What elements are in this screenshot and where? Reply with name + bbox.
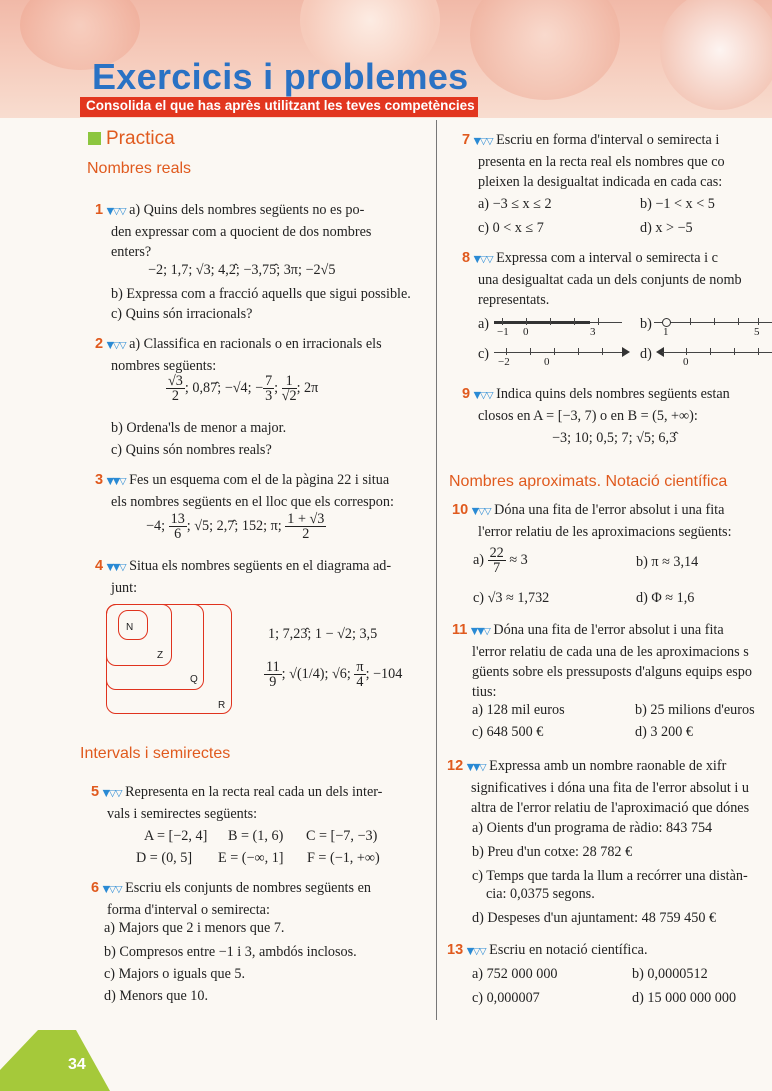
- exercise-text: closos en A = [−3, 7) o en B = (5, +∞):: [478, 408, 698, 424]
- exercise-10: [452, 500, 772, 542]
- exercise-number: 6: [91, 880, 100, 896]
- exercise-item: a) −3 ≤ x ≤ 2: [478, 196, 552, 212]
- denominator: 2: [302, 526, 310, 542]
- exercise-2: [95, 334, 430, 376]
- exercise-item: c) Quins són nombres reals?: [111, 442, 272, 458]
- fraction: [354, 660, 365, 689]
- difficulty-icon: ▼▽▽: [473, 254, 493, 265]
- tick-label: −2: [498, 356, 510, 368]
- interval: B = (1, 6): [228, 828, 284, 844]
- exercise-number: 2: [95, 336, 104, 352]
- exercise-item: c) Temps que tarda la llum a recórrer una distàn-: [472, 868, 748, 884]
- page-number: 34: [68, 1056, 86, 1073]
- numerator: π: [356, 659, 364, 675]
- exercise-number: 4: [95, 558, 104, 574]
- exercise-text: nombres següents:: [111, 358, 217, 374]
- exercise-text: Fes un esquema com el de la pàgina 22 i situa: [129, 472, 390, 488]
- exercise-text: güents sobre els pressuposts d'alguns equips espo: [472, 664, 752, 680]
- interval: C = [−7, −3): [306, 828, 378, 844]
- exercise-11: [452, 620, 772, 702]
- exercise-text: Dóna una fita de l'error absolut i una fita: [493, 622, 724, 638]
- tick: [574, 318, 575, 325]
- exercise-9: [462, 384, 772, 426]
- difficulty-icon: ▼▽▽: [106, 206, 126, 217]
- exercise-item: a) 752 000 000: [472, 966, 558, 982]
- tick: [554, 348, 555, 355]
- numerator: 13: [170, 511, 185, 527]
- difficulty-icon: ▼▼▽: [106, 476, 126, 487]
- exercise-item: b) π ≈ 3,14: [636, 554, 699, 570]
- exercise-item: b) 0,0000512: [632, 966, 708, 982]
- number-text: ; 0,87̂; −√4; −: [184, 379, 264, 396]
- venn-label: N: [126, 622, 134, 633]
- tick: [734, 348, 735, 355]
- tick: [714, 318, 715, 325]
- number-text: ; √5; 2,7̂; 152; π;: [186, 517, 282, 534]
- exercise-4: [95, 556, 430, 598]
- exercise-text: altra de l'error relatiu de l'aproximació que dónes: [471, 800, 750, 816]
- exercise-number: 12: [447, 758, 464, 774]
- numerator: 7: [265, 373, 273, 389]
- tick: [526, 318, 527, 325]
- exercise-item: d) x > −5: [640, 220, 693, 236]
- fraction: [285, 512, 326, 541]
- exercise-item: c) 0,000007: [472, 990, 540, 1006]
- number-line-d: [662, 352, 772, 353]
- tick: [758, 348, 759, 355]
- difficulty-icon: ▼▽▽: [466, 946, 486, 957]
- line-label: b): [640, 316, 652, 332]
- page-title: Exercicis i problemes: [92, 56, 469, 97]
- exercise-item: d) Menors que 10.: [104, 988, 209, 1004]
- denominator: 7: [493, 560, 501, 576]
- exercise-8: [462, 248, 772, 310]
- exercise-item: cia: 0,0375 segons.: [486, 886, 595, 902]
- difficulty-icon: ▼▽▽: [102, 788, 122, 799]
- numerator: 11: [266, 659, 280, 675]
- exercise-item: c) √3 ≈ 1,732: [473, 590, 550, 606]
- exercise-number: 9: [462, 386, 471, 402]
- column-divider: [436, 120, 437, 1020]
- fraction: [264, 660, 282, 689]
- venn-label: R: [218, 700, 226, 711]
- number-line-b: [654, 322, 772, 323]
- number-text: ; 2π: [296, 379, 319, 396]
- number-text: −4;: [146, 517, 166, 534]
- practica-marker: [88, 132, 101, 145]
- number-text: ; √(1/4); √6;: [281, 665, 351, 682]
- exercise-item: b) Ordena'ls de menor a major.: [111, 420, 287, 436]
- tick: [550, 318, 551, 325]
- exercise-item: c) Majors o iguals que 5.: [104, 966, 246, 982]
- tick: [602, 348, 603, 355]
- tick: [710, 348, 711, 355]
- exercise-item: c) 0 < x ≤ 7: [478, 220, 544, 236]
- item-label: a): [473, 551, 485, 568]
- denominator: 4: [356, 674, 364, 690]
- exercise-text: forma d'interval o semirecta:: [107, 902, 270, 918]
- exercise-text: significatives i dóna una fita de l'error absolut i u: [471, 780, 749, 796]
- exercise-text: Escriu els conjunts de nombres següents en: [125, 880, 371, 896]
- exercise-item: b) 25 milions d'euros: [635, 702, 755, 718]
- exercise-text: una desigualtat cada un dels conjunts de nomb: [478, 272, 742, 288]
- denominator: 3: [265, 388, 273, 404]
- interval: E = (−∞, 1]: [218, 850, 284, 866]
- exercise-text: representats.: [478, 292, 550, 308]
- number-list: −3; 10; 0,5; 7; √5; 6,3̂: [552, 430, 677, 446]
- tick-label: 0: [544, 356, 550, 368]
- exercise-item: c) Quins són irracionals?: [111, 306, 253, 322]
- difficulty-icon: ▼▽▽: [473, 136, 493, 147]
- exercise-6: [91, 878, 431, 920]
- exercise-text: enters?: [111, 244, 152, 260]
- fraction: [488, 546, 506, 575]
- exercise-item: a) Majors que 2 i menors que 7.: [104, 920, 285, 936]
- numerator: √3: [168, 373, 183, 389]
- fraction-list: [166, 374, 318, 403]
- exercise-number: 5: [91, 784, 100, 800]
- tick-label: 1: [663, 326, 669, 338]
- tick-label: 0: [523, 326, 529, 338]
- item-text: ≈ 3: [509, 551, 528, 568]
- exercise-1: [95, 200, 430, 262]
- exercise-number: 3: [95, 472, 104, 488]
- exercise-number: 7: [462, 132, 471, 148]
- difficulty-icon: ▼▽▽: [473, 390, 493, 401]
- tick: [690, 318, 691, 325]
- fraction-list: [146, 512, 326, 541]
- difficulty-icon: ▼▼▽: [106, 562, 126, 573]
- interval: F = (−1, +∞): [307, 850, 380, 866]
- exercise-number: 13: [447, 942, 464, 958]
- difficulty-icon: ▼▽▽: [471, 506, 491, 517]
- exercise-7: [462, 130, 772, 192]
- exercise-item: a) 128 mil euros: [472, 702, 565, 718]
- exercise-item: d) 3 200 €: [635, 724, 693, 740]
- tick-label: 0: [683, 356, 689, 368]
- tick: [598, 318, 599, 325]
- exercise-text: Representa en la recta real cada un dels inter-: [125, 784, 383, 800]
- fraction: [169, 512, 187, 541]
- numerator: 1: [282, 374, 297, 389]
- number-list: 1; 7,23̂; 1 − √2; 3,5: [268, 626, 378, 642]
- tick-label: −1: [497, 326, 509, 338]
- exercise-text: Expressa amb un nombre raonable de xifr: [489, 758, 727, 774]
- exercise-item: c) 648 500 €: [472, 724, 544, 740]
- exercise-item: b) −1 < x < 5: [640, 196, 715, 212]
- tick: [530, 348, 531, 355]
- line-label: d): [640, 346, 652, 362]
- exercise-item: a) Oients d'un programa de ràdio: 843 754: [472, 820, 713, 836]
- exercise-text: junt:: [111, 580, 138, 596]
- number-line-a-segment: [494, 321, 590, 324]
- interval: A = [−2, 4]: [144, 828, 208, 844]
- fraction-list: [264, 660, 402, 689]
- exercise-text: vals i semirectes següents:: [107, 806, 258, 822]
- exercise-5: [91, 782, 431, 824]
- subsection-intervals: Intervals i semirectes: [80, 745, 231, 762]
- fraction: [166, 374, 185, 403]
- tick: [738, 318, 739, 325]
- exercise-text: Escriu en notació científica.: [489, 942, 648, 958]
- line-label: a): [478, 316, 490, 332]
- exercise-item: b) Expressa com a fracció aquells que sigui possible.: [111, 286, 411, 302]
- tick-label: 5: [754, 326, 760, 338]
- difficulty-icon: ▼▼▽: [470, 626, 490, 637]
- venn-label: Q: [190, 674, 198, 685]
- subsection-nombres-reals: Nombres reals: [87, 160, 192, 177]
- fraction: [263, 374, 274, 403]
- exercise-item: d) Despeses d'un ajuntament: 48 759 450 €: [472, 910, 717, 926]
- page-number-badge: [0, 1030, 110, 1091]
- tick: [502, 318, 503, 325]
- exercise-3: [95, 470, 435, 512]
- exercise-text: presenta en la recta real els nombres que co: [478, 154, 725, 170]
- difficulty-icon: ▼▼▽: [466, 762, 486, 773]
- denominator: 2: [171, 388, 179, 404]
- exercise-number: 11: [452, 622, 468, 638]
- exercise-text: pleixen la desigualtat indicada en cada cas:: [478, 174, 723, 190]
- numerator: 22: [489, 545, 504, 561]
- denominator: √2: [281, 388, 297, 404]
- exercise-text: l'error relatiu de les aproximacions següents:: [478, 524, 732, 540]
- venn-label: Z: [157, 650, 164, 661]
- page-subtitle: Consolida el que has après utilitzant les teves competències: [86, 98, 475, 113]
- subsection-aproximats: Nombres aproximats. Notació científica: [449, 473, 728, 490]
- exercise-text: Dóna una fita de l'error absolut i una fita: [494, 502, 725, 518]
- exercise-text: l'error relatiu de cada una de les aproximacions s: [472, 644, 749, 660]
- exercise-text: Situa els nombres següents en el diagrama ad-: [129, 558, 392, 574]
- difficulty-icon: ▼▽▽: [106, 340, 126, 351]
- number-text: ;: [274, 379, 279, 396]
- exercise-item: b) Preu d'un cotxe: 28 782 €: [472, 844, 633, 860]
- exercise-number: 10: [452, 502, 469, 518]
- exercise-text: a) Quins dels nombres següents no es po-: [129, 202, 365, 218]
- exercise-text: a) Classifica en racionals o en irracionals els: [129, 336, 382, 352]
- exercise-text: els nombres següents en el lloc que els correspon:: [111, 494, 394, 510]
- denominator: 6: [174, 526, 182, 542]
- exercise-item: b) Compresos entre −1 i 3, ambdós inclosos.: [104, 944, 357, 960]
- exercise-text: Escriu en forma d'interval o semirecta i: [496, 132, 720, 148]
- denominator: 9: [269, 674, 277, 690]
- tick: [506, 348, 507, 355]
- section-practica: Practica: [106, 128, 175, 149]
- exercise-text: Indica quins dels nombres següents estan: [496, 386, 730, 402]
- exercise-12: [447, 756, 772, 818]
- tick: [578, 348, 579, 355]
- exercise-text: Expressa com a interval o semirecta i c: [496, 250, 718, 266]
- numerator: 1 + √3: [287, 511, 325, 527]
- exercise-text: den expressar com a quocient de dos nombres: [111, 224, 372, 240]
- tick: [686, 348, 687, 355]
- arrow-right-icon: [622, 347, 630, 357]
- exercise-13: [447, 940, 772, 962]
- number-list: −2; 1,7; √3; 4,2̂; −3,75̂; 3π; −2√5: [148, 262, 336, 278]
- difficulty-icon: ▼▽▽: [102, 884, 122, 895]
- exercise-item: d) Φ ≈ 1,6: [636, 590, 695, 606]
- tick-label: 3: [590, 326, 596, 338]
- exercise-item: d) 15 000 000 000: [632, 990, 737, 1006]
- exercise-number: 8: [462, 250, 471, 266]
- exercise-text: tius:: [472, 684, 497, 700]
- tick: [758, 318, 759, 325]
- exercise-number: 1: [95, 202, 104, 218]
- interval: D = (0, 5]: [136, 850, 193, 866]
- fraction: [282, 374, 297, 403]
- number-text: ; −104: [365, 665, 403, 682]
- line-label: c): [478, 346, 490, 362]
- exercise-item: [473, 546, 528, 575]
